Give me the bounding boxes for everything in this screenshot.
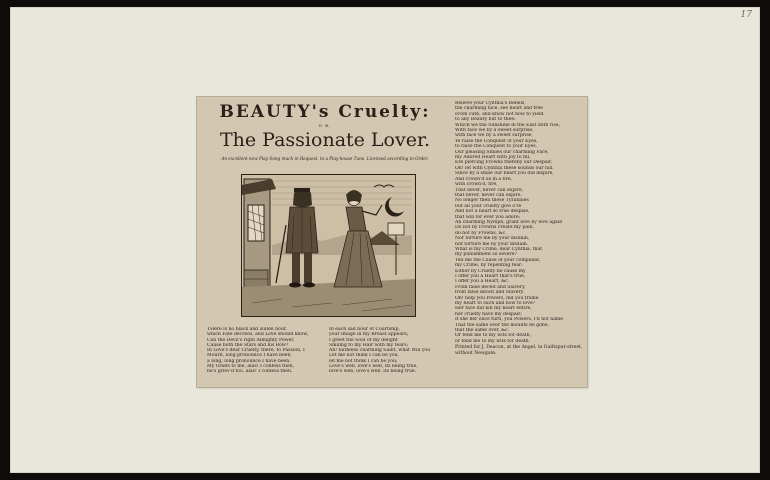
verse-line: my punishment so severe? — [455, 252, 517, 258]
verse-line: nor torture me by your disdain. — [455, 241, 529, 247]
verse-line: Ye raise the Conquest of your Eyes, — [455, 138, 538, 144]
verse-line: That never, never can expire, — [455, 187, 524, 193]
printer-imprint: Printed for J. Deacon, at the Angel, in Guiltspur-street, without Newgate. — [455, 345, 583, 356]
catalog-mount-board — [10, 7, 760, 473]
verse-line: Can the Devil's right Almighty Power, — [207, 337, 295, 343]
verse-line: love's web, love's web, its being true. — [329, 369, 417, 375]
verse-line: with crown'd, fire, — [455, 182, 498, 188]
verse-line: my heart to such and how to love? — [455, 301, 536, 307]
verse-line: which Fate decrees, and Love should know, — [207, 332, 309, 338]
verse-line: I offer you a Heart, &c. — [455, 279, 510, 285]
verse-line: do not by Frowns, &c. — [455, 230, 507, 236]
verse-line: I offer you a Heart that's true, — [455, 274, 526, 279]
verse-line: Oh! help you Powers, did you frame — [455, 295, 539, 301]
verse-line: Ah charming Nymph, grant love by love again — [455, 219, 563, 225]
verse-line: Love's web, love's web, its being true, — [329, 364, 418, 370]
verse-line: he's griev'd too, alas! I confess then. — [207, 369, 293, 375]
verse-columns — [207, 327, 447, 385]
ballad-title-line1: BEAUTY's Cruelty: — [219, 102, 431, 122]
verse-line: Ere piercing Frowns thereby our Despair, — [455, 160, 553, 166]
verse-line: Cause both the Stars and his Bow? — [207, 342, 289, 348]
verse-line: I greet the Soul of my delight — [329, 337, 398, 343]
verse-column-right — [455, 101, 583, 385]
verse-line: And crown'd us in a fire, — [455, 176, 513, 182]
verse-line: that never, never can expire. — [455, 192, 522, 198]
verse-line: from false deceit and Slavery. — [455, 290, 525, 296]
ballad-subtitle: An excellent new Play-Song much in Request, to a Play-house Tune. Licensed according to Order. — [221, 156, 429, 161]
verse-line: Tell me the Cause of your complaint, — [455, 257, 541, 263]
verse-line: with face we by a sweet surprise, — [455, 133, 533, 139]
verse-line: but all your cruelty give o're — [455, 203, 522, 209]
pencil-catalog-number: 17 — [740, 10, 752, 20]
verse-line: Or fend me to my wits for death, — [455, 333, 532, 339]
verse-column-2 — [329, 327, 447, 375]
ballad-title-line2: The Passionate Lover. — [219, 129, 431, 151]
verse-line: your Image in my Breast appears; — [329, 332, 409, 338]
verse-line: Either by Cruelty he cause my — [455, 268, 526, 274]
woodcut-couple-image — [242, 175, 415, 316]
verse-line: that the same over, &c. — [455, 328, 510, 334]
verse-line: My Griefs to me, alas! I confess then, — [207, 364, 295, 370]
verse-line: to any Beauty but to thee: — [455, 117, 516, 123]
verse-line: In Love's dear Cruelty, there, to Passion, I — [207, 348, 305, 354]
verse-line: Her face did kill my heart entire, — [455, 306, 532, 312]
verse-line: No longer then these Tyrannies — [455, 198, 529, 204]
verse-line: Do not by Frowns create my pain, — [455, 225, 535, 231]
verse-line: Which we the Sunshine in the East doth rise, — [455, 122, 561, 128]
verse-line: In each sad hour of Courtship, — [329, 327, 400, 332]
verse-line: that will for ever you adore; — [455, 214, 521, 220]
verse-line: From false deceit and Slavery, — [455, 284, 526, 290]
broadside-sheet — [197, 97, 587, 387]
verse-line: That the same over the mounts be gone, — [455, 322, 550, 328]
verse-line: Believe your Cynthia's Rebels, — [455, 101, 526, 106]
verse-line: to raise the Conquest to your Eyes. — [455, 144, 538, 150]
woodcut-illustration — [241, 174, 416, 317]
ballad-title-or: O R, — [318, 123, 332, 128]
verse-line: What is my Crime, dear Cynthia, that — [455, 246, 543, 252]
verse-line: If she her once turn, you Powers, I'll not name — [455, 317, 564, 323]
verse-line: Since by a smile our heart you did inspire, — [455, 171, 554, 177]
verse-line: Oh! let with Cynthia these sounds our hill, — [455, 165, 554, 171]
verse-line: Let me not think I can be you, — [329, 353, 400, 359]
verse-line: a long, long pronounce I have been, — [207, 358, 291, 364]
verse-line: my Crime, by repenting fear: — [455, 263, 523, 269]
verse-line: Our pleasing Smiles our charming Face, — [455, 149, 549, 155]
verse-line: From Fate, and know not how to yield — [455, 111, 544, 117]
verse-line: or fend me to my wits for death. — [455, 338, 531, 344]
verse-line: Smiling to my Hair with my tears; — [329, 342, 409, 348]
verse-line: THere is no black and sullen hour, — [207, 327, 287, 332]
verse-line: let me not think I can be you; — [329, 358, 398, 364]
verse-line: her cruelty have my despair; — [455, 311, 522, 317]
verse-line: the charming face, see heart and free — [455, 106, 543, 112]
verse-line: Ah! faithless charming Saint, what Will you — [329, 348, 431, 354]
verse-line: And not a heart so true despise, — [455, 209, 530, 215]
verse-line: With face we by a sweet surprise, — [455, 128, 534, 134]
verse-column-1 — [207, 327, 325, 375]
verse-line: Nor torture me by your disdain, — [455, 236, 530, 242]
verse-line: Mourn, long pronounce I have been, — [207, 353, 292, 359]
verse-line: my Adored Heart with Joy to fill, — [455, 155, 531, 161]
